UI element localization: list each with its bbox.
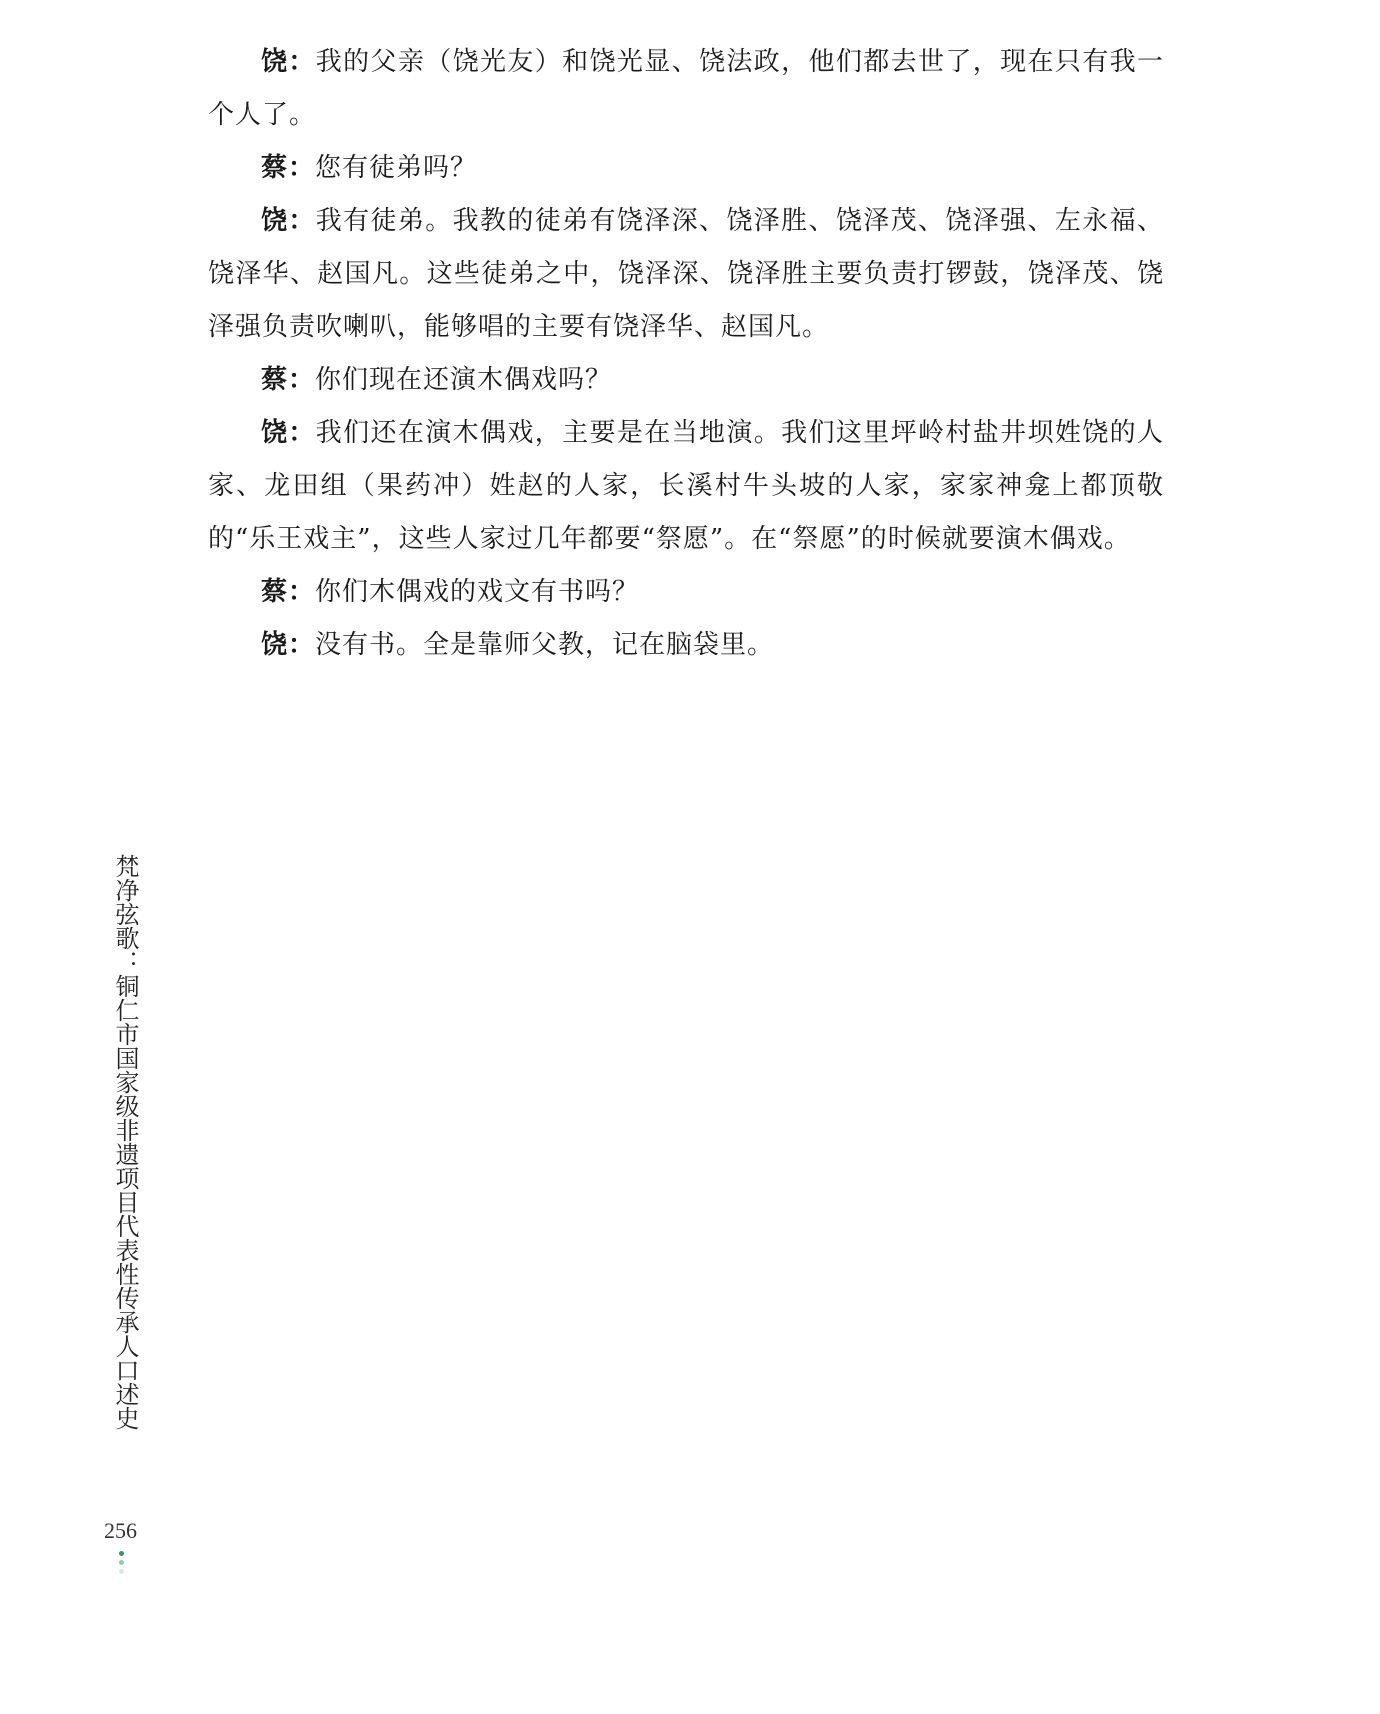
dialogue-text: 你们木偶戏的戏文有书吗？ <box>315 577 640 607</box>
page-ornament <box>119 1551 125 1578</box>
speaker-label: 蔡： <box>261 153 316 183</box>
page-number: 256 <box>104 1518 137 1543</box>
dialogue-paragraph <box>208 142 1164 195</box>
dialogue-text: 您有徒弟吗？ <box>315 153 478 183</box>
dialogue-text: 我的父亲（饶光友）和饶光显、饶法政，他们都去世了，现在只有我一个人了。 <box>208 47 1164 130</box>
dialogue-text: 我们还在演木偶戏，主要是在当地演。我们这里坪岭村盐井坝姓饶的人家、龙田组（果药冲）姓赵的人家，长溪村牛头坡的人家，家家神龛上都顶敬的“乐王戏主”，这些人家过几年都要“祭愿”。在“祭愿”的时候就要演木偶戏。 <box>208 418 1164 554</box>
ornament-dot <box>119 1560 124 1565</box>
ornament-dot <box>119 1569 124 1574</box>
running-title: 梵净弦歌：铜仁市国家级非遗项目代表性传承人口述史 <box>111 854 139 1430</box>
speaker-label: 饶： <box>261 47 316 77</box>
dialogue-paragraph <box>208 36 1164 142</box>
speaker-label: 饶： <box>261 630 316 660</box>
speaker-label: 饶： <box>261 206 316 236</box>
dialogue-paragraph <box>208 619 1164 672</box>
dialogue-paragraph <box>208 195 1164 354</box>
speaker-label: 蔡： <box>261 365 316 395</box>
page-body <box>208 36 1164 672</box>
ornament-dot <box>119 1551 124 1556</box>
dialogue-paragraph <box>208 566 1164 619</box>
dialogue-text: 你们现在还演木偶戏吗？ <box>315 365 613 395</box>
dialogue-text: 我有徒弟。我教的徒弟有饶泽深、饶泽胜、饶泽茂、饶泽强、左永福、饶泽华、赵国凡。这些徒弟之中，饶泽深、饶泽胜主要负责打锣鼓，饶泽茂、饶泽强负责吹喇叭，能够唱的主要有饶泽华、赵国凡。 <box>208 206 1164 342</box>
dialogue-text: 没有书。全是靠师父教，记在脑袋里。 <box>315 630 775 660</box>
dialogue-paragraph <box>208 407 1164 566</box>
dialogue-paragraph <box>208 354 1164 407</box>
speaker-label: 饶： <box>261 418 316 448</box>
speaker-label: 蔡： <box>261 577 316 607</box>
